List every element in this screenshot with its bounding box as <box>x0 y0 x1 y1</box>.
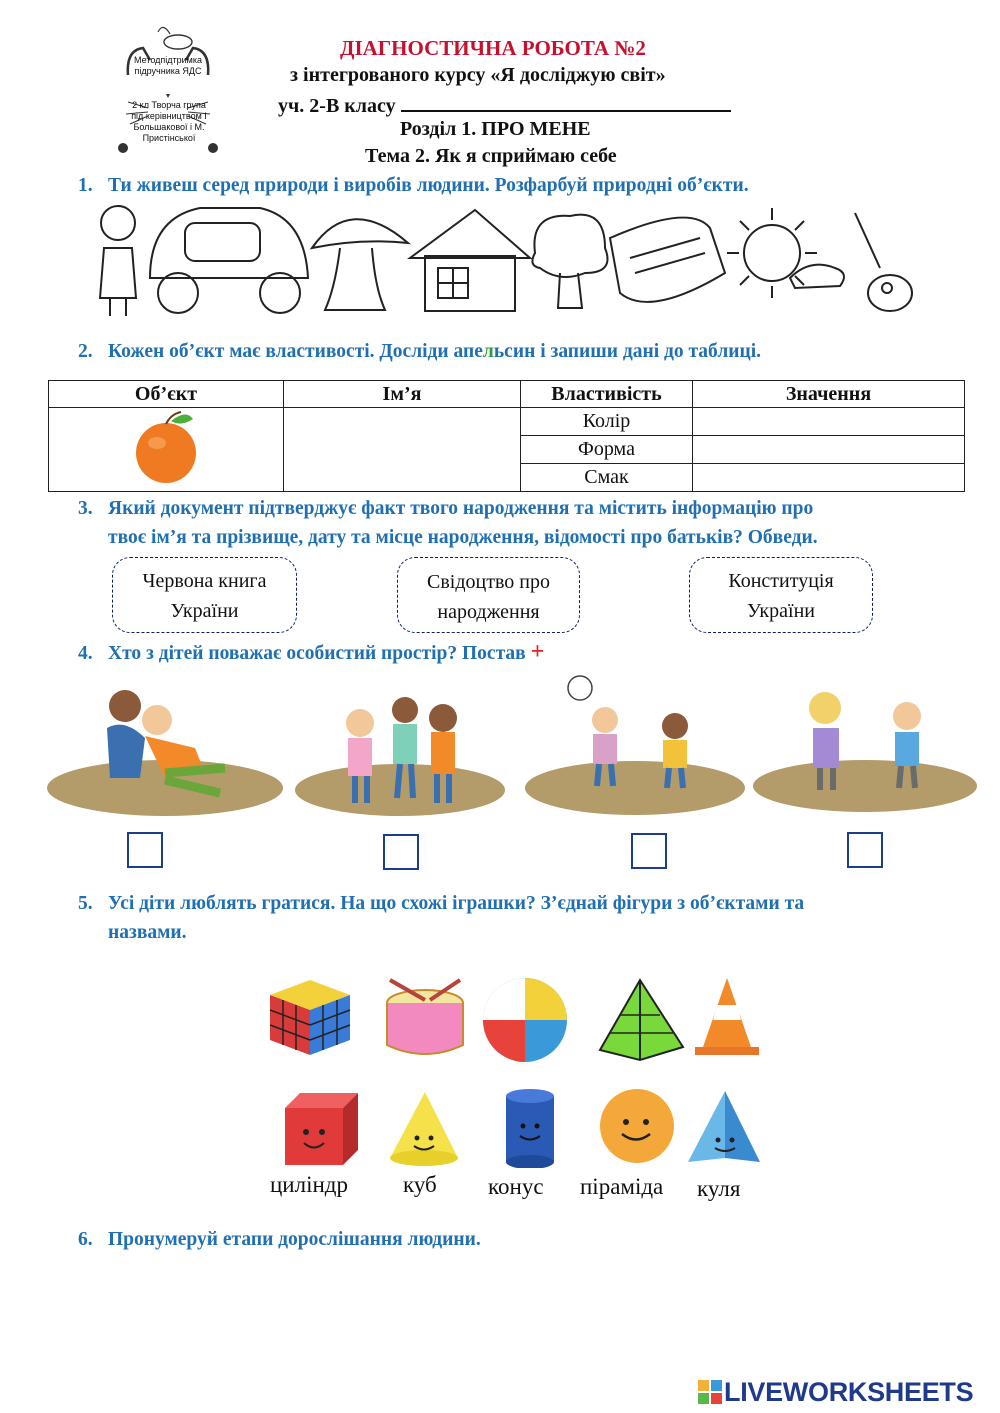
answer-checkbox-4[interactable] <box>847 832 883 868</box>
mushroom-outline-icon <box>312 219 408 310</box>
car-outline-icon <box>150 208 308 313</box>
shape-label-cylinder[interactable]: циліндр <box>270 1172 348 1197</box>
table-header-row <box>49 381 965 408</box>
house-outline-icon <box>410 210 530 311</box>
property-color: Колір <box>521 408 693 436</box>
table-header-value: Значення <box>693 381 965 408</box>
girl-outline-icon <box>100 206 136 316</box>
value-shape-input[interactable] <box>693 436 965 464</box>
table-header-object: Об’єкт <box>49 381 284 408</box>
question-1: 1. Ти живеш серед природи і виробів людини. Розфарбуй природні об’єкти. <box>78 175 749 196</box>
blue-cylinder-shape-icon[interactable] <box>506 1089 554 1168</box>
class-line <box>278 92 731 118</box>
scene-4-image <box>753 692 977 812</box>
table-row <box>49 408 965 436</box>
document-option-red-book[interactable]: Червона книга України <box>112 557 297 633</box>
orange-cell <box>49 408 284 492</box>
shapes-row <box>280 1088 770 1168</box>
scene-1-image <box>47 690 283 816</box>
question-3: 3. Який документ підтверджує факт твого народження та містить інформацію про твоє ім’я та прізвище, дату та місце народження, відомості про батьків? Обведи. <box>78 498 818 548</box>
question-2: 2. Кожен об’єкт має властивості. Досліди апельсин і запиши дані до таблиці. <box>78 341 762 362</box>
shape-label-cone[interactable]: конус <box>488 1174 544 1199</box>
tree-outline-icon <box>532 215 607 308</box>
value-color-input[interactable] <box>693 408 965 436</box>
question-5: 5. Усі діти люблять гратися. На що схожі іграшки? З’єднай фігури з об’єктами та назвами. <box>78 893 805 943</box>
liveworksheets-brand: LIVEWORKSHEETS <box>724 1376 974 1407</box>
class-label: уч. 2-В класу <box>278 95 396 117</box>
coloring-images[interactable] <box>90 198 930 323</box>
page-title: ДІАГНОСТИЧНА РОБОТА №2 <box>340 36 646 60</box>
document-option-birth-certificate[interactable]: Свідоцтво про народження <box>397 557 580 633</box>
answer-checkbox-1[interactable] <box>127 832 163 868</box>
toys-row <box>265 975 765 1065</box>
liveworksheets-logo <box>698 1376 973 1408</box>
property-shape: Форма <box>521 436 693 464</box>
logo-text: 2 кл Творча група під керівництвом І Большакової і М. Пристінської <box>131 100 207 143</box>
liveworksheets-icon <box>698 1380 722 1404</box>
beach-ball-icon[interactable] <box>483 978 567 1062</box>
property-taste: Смак <box>521 464 693 492</box>
children-scenes <box>45 668 980 828</box>
orange-icon <box>131 409 201 485</box>
question-4: 4. Хто з дітей поважає особистий простір? Постав + <box>78 639 545 665</box>
sun-outline-icon <box>727 208 844 298</box>
question-6: 6. Пронумеруй етапи дорослішання людини. <box>78 1229 481 1250</box>
shape-label-pyramid[interactable]: піраміда <box>580 1174 664 1199</box>
drum-icon[interactable] <box>387 980 463 1054</box>
name-input-cell[interactable] <box>284 408 521 492</box>
pencil-case-outline-icon <box>610 218 725 302</box>
value-taste-input[interactable] <box>693 464 965 492</box>
logo-arc-text: Методпідтримка підручника ЯДС <box>134 55 202 76</box>
rubiks-cube-icon[interactable] <box>270 980 350 1055</box>
properties-table <box>48 380 965 492</box>
scene-2-image <box>295 697 505 816</box>
guitar-outline-icon <box>855 213 912 311</box>
traffic-cone-icon[interactable] <box>695 978 759 1055</box>
page-subtitle: з інтегрованого курсу «Я досліджую світ» <box>290 64 666 86</box>
table-header-property: Властивість <box>521 381 693 408</box>
scene-3-image <box>525 676 745 815</box>
section-title: Розділ 1. ПРО МЕНЕ <box>400 118 591 140</box>
blue-pyramid-shape-icon[interactable] <box>688 1091 760 1162</box>
orange-sphere-shape-icon[interactable] <box>600 1089 674 1163</box>
document-option-constitution[interactable]: Конституція України <box>689 557 873 633</box>
answer-checkbox-2[interactable] <box>383 834 419 870</box>
shape-label-sphere[interactable]: куля <box>697 1176 741 1201</box>
table-header-name: Ім’я <box>284 381 521 408</box>
pyramid-toy-icon[interactable] <box>600 980 683 1060</box>
yellow-cone-shape-icon[interactable] <box>390 1092 458 1166</box>
shape-label-cube[interactable]: куб <box>403 1172 437 1197</box>
topic-title: Тема 2. Як я сприймаю себе <box>365 145 617 167</box>
coloring-objects-row <box>90 198 930 323</box>
answer-checkbox-3[interactable] <box>631 833 667 869</box>
class-blank[interactable] <box>401 92 731 112</box>
red-cube-shape-icon[interactable] <box>285 1093 358 1165</box>
